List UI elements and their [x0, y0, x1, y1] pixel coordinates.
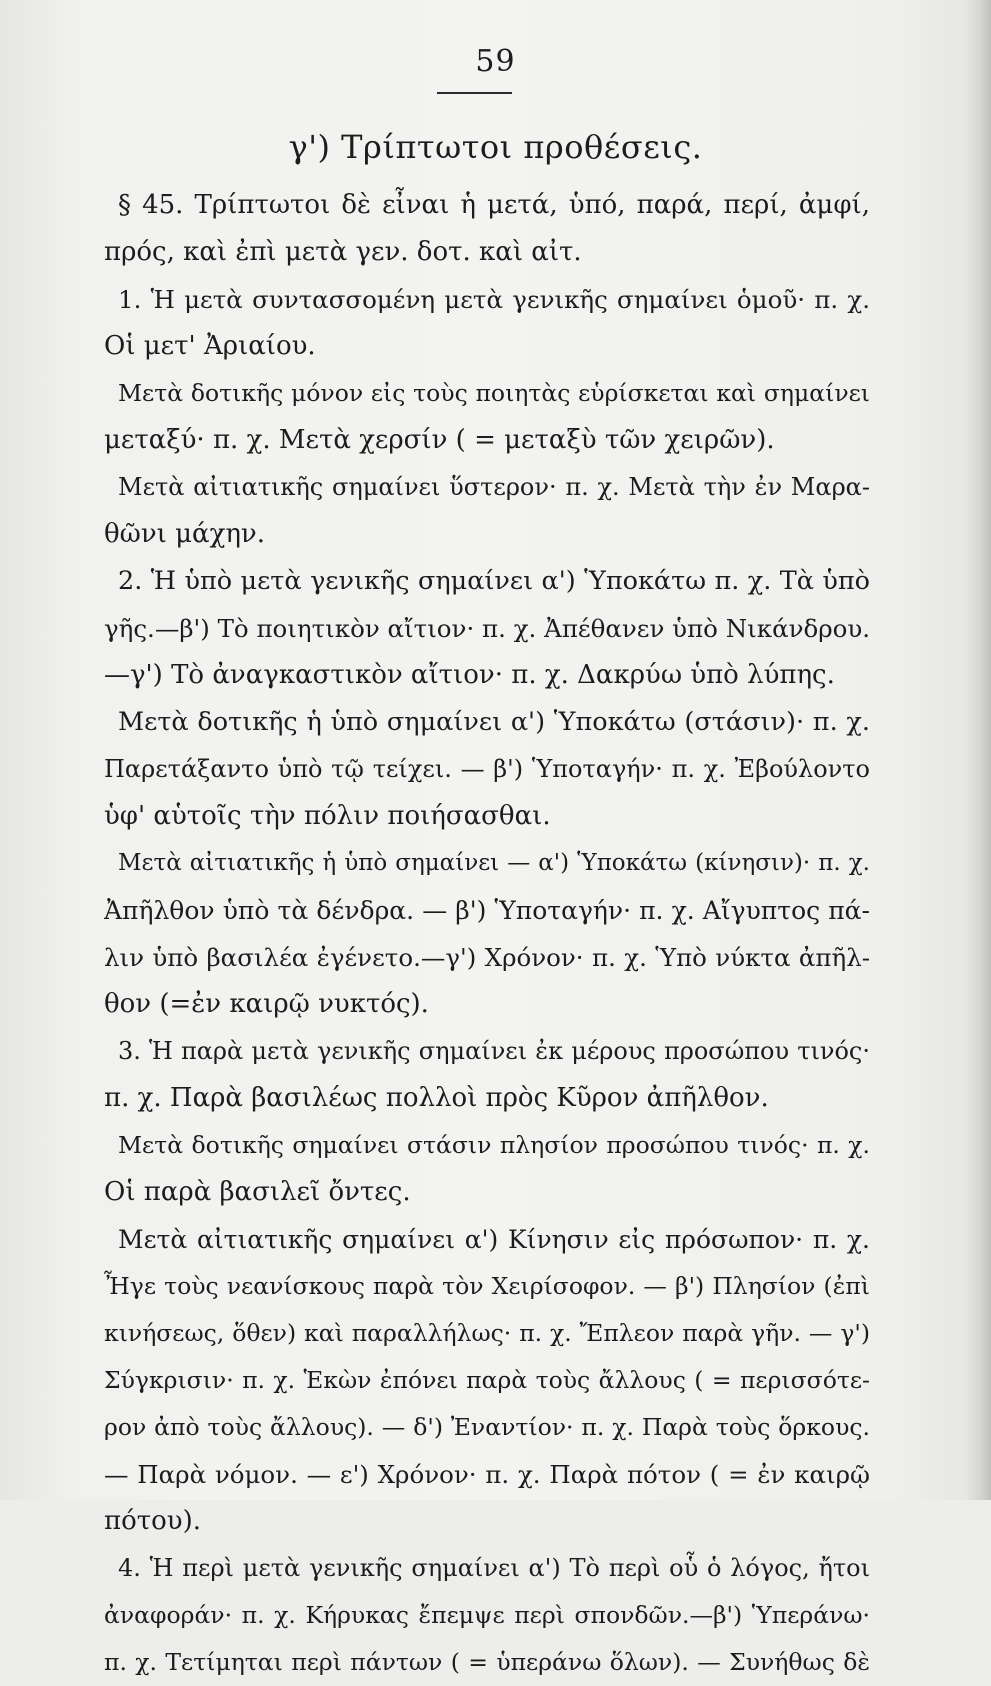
text-line: Οἱ μετ' Ἀριαίου. — [104, 331, 316, 361]
text-line: Μετὰ αἰτιατικῆς σημαίνει ὕστερον· π. χ. Μετὰ τὴν ἐν Μαρα- — [118, 473, 870, 501]
page-number: 59 — [475, 44, 516, 79]
text-line: § 45. Τρίπτωτοι δὲ εἶναι ἡ μετά, ὑπό, παρά, περί, ἀμφί, — [118, 190, 870, 220]
page-edge-shadow — [965, 0, 991, 1500]
text-line: μεταξύ· π. χ. Μετὰ χερσίν ( = μεταξὺ τῶν χειρῶν). — [104, 425, 775, 455]
page-number-rule — [437, 92, 512, 94]
text-line: Σύγκρισιν· π. χ. Ἑκὼν ἐπόνει παρὰ τοὺς ἄλλους ( = περισσότε- — [104, 1366, 870, 1394]
text-line: θῶνι μάχην. — [104, 519, 265, 549]
text-line: Ἦγε τοὺς νεανίσκους παρὰ τὸν Χειρίσοφον. — β') Πλησίον (ἐπὶ — [104, 1272, 870, 1300]
text-line: ρον ἀπὸ τοὺς ἄλλους). — δ') Ἐναντίον· π. χ. Παρὰ τοὺς ὅρκους. — [104, 1413, 870, 1441]
text-line: 2. Ἡ ὑπὸ μετὰ γενικῆς σημαίνει α') Ὑποκάτω π. χ. Τὰ ὑπὸ — [118, 566, 870, 596]
text-line: 3. Ἡ παρὰ μετὰ γενικῆς σημαίνει ἐκ μέρους προσώπου τινός· — [118, 1037, 870, 1065]
text-line: —γ') Τὸ ἀναγκαστικὸν αἴτιον· π. χ. Δακρύω ὑπὸ λύπης. — [104, 660, 835, 690]
text-line: Μετὰ δοτικῆς μόνον εἰς τοὺς ποιητὰς εὑρίσκεται καὶ σημαίνει — [118, 379, 870, 407]
text-line: γῆς.—β') Τὸ ποιητικὸν αἴτιον· π. χ. Ἀπέθανεν ὑπὸ Νικάνδρου. — [104, 614, 870, 643]
text-line: 1. Ἡ μετὰ συντασσομένη μετὰ γενικῆς σημαίνει ὁμοῦ· π. χ. — [118, 285, 870, 314]
section-heading: γ') Τρίπτωτοι προθέσεις. — [288, 128, 703, 166]
text-line: κινήσεως, ὅθεν) καὶ παραλλήλως· π. χ. Ἔπλεον παρὰ γῆν. — γ') — [104, 1319, 870, 1347]
text-line: Παρετάξαντο ὑπὸ τῷ τείχει. — β') Ὑποταγήν· π. χ. Ἐβούλοντο — [104, 755, 870, 783]
text-line: Μετὰ δοτικῆς σημαίνει στάσιν πλησίον προσώπου τινός· π. χ. — [118, 1131, 870, 1159]
text-line: λιν ὑπὸ βασιλέα ἐγένετο.—γ') Χρόνον· π. χ. Ὑπὸ νύκτα ἀπῆλ- — [104, 943, 870, 972]
text-line: π. χ. Τετίμηται περὶ πάντων ( = ὑπεράνω ὅλων). — Συνήθως δὲ — [104, 1648, 870, 1676]
text-line: Μετὰ αἰτιατικῆς ἡ ὑπὸ σημαίνει — α') Ὑποκάτω (κίνησιν)· π. χ. — [118, 850, 870, 876]
body-text — [104, 182, 870, 1686]
text-line: Μετὰ δοτικῆς ἡ ὑπὸ σημαίνει α') Ὑποκάτω (στάσιν)· π. χ. — [118, 707, 870, 737]
text-line: — Παρὰ νόμον. — ε') Χρόνον· π. χ. Παρὰ πότον ( = ἐν καιρῷ — [104, 1460, 870, 1489]
text-line: 4. Ἡ περὶ μετὰ γενικῆς σημαίνει α') Τὸ περὶ οὗ ὁ λόγος, ἤτοι — [118, 1554, 870, 1582]
text-line: Οἱ παρὰ βασιλεῖ ὄντες. — [104, 1177, 411, 1207]
text-line: πρός, καὶ ἐπὶ μετὰ γεν. δοτ. καὶ αἰτ. — [104, 237, 582, 267]
text-line: Ἀπῆλθον ὑπὸ τὰ δένδρα. — β') Ὑποταγήν· π. χ. Αἴγυπτος πά- — [104, 896, 870, 925]
text-line: ἀναφοράν· π. χ. Κήρυκας ἔπεμψε περὶ σπονδῶν.—β') Ὑπεράνω· — [104, 1601, 870, 1629]
text-line: πότου). — [104, 1506, 201, 1536]
text-line: θον (=ἐν καιρῷ νυκτός). — [104, 989, 429, 1019]
text-line: Μετὰ αἰτιατικῆς σημαίνει α') Κίνησιν εἰς πρόσωπον· π. χ. — [118, 1225, 870, 1254]
text-line: π. χ. Παρὰ βασιλέως πολλοὶ πρὸς Κῦρον ἀπῆλθον. — [104, 1083, 769, 1113]
text-line: ὑφ' αὑτοῖς τὴν πόλιν ποιήσασθαι. — [104, 801, 551, 831]
